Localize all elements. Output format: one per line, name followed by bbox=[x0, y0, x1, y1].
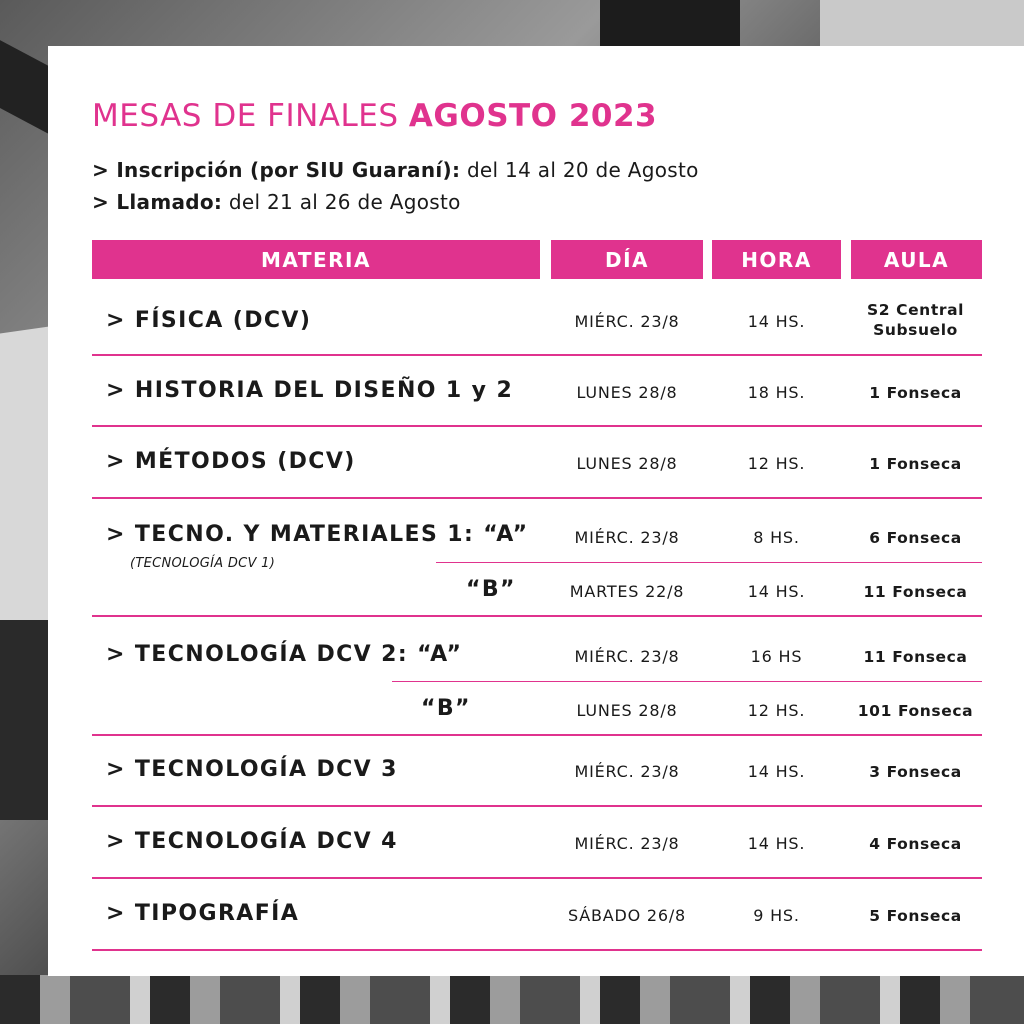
exam-time: 14 HS. bbox=[747, 312, 806, 331]
subject-name: > TIPOGRAFÍA bbox=[106, 901, 300, 926]
exam-room: 5 Fonseca bbox=[869, 907, 962, 925]
exam-day: LUNES 28/8 bbox=[576, 383, 678, 402]
row-divider bbox=[92, 877, 982, 879]
exam-day: MIÉRC. 23/8 bbox=[574, 762, 680, 781]
header-materia: MATERIA bbox=[92, 240, 540, 279]
exam-day: MIÉRC. 23/8 bbox=[574, 834, 680, 853]
sub-row-divider bbox=[392, 681, 982, 682]
exam-day: LUNES 28/8 bbox=[576, 454, 678, 473]
row-divider bbox=[92, 497, 982, 499]
subject-name: > FÍSICA (DCV) bbox=[106, 308, 312, 333]
subject-name: > TECNOLOGÍA DCV 2: “A” bbox=[106, 642, 463, 667]
exam-time: 12 HS. bbox=[747, 701, 806, 720]
subject-name: > TECNO. Y MATERIALES 1: “A” bbox=[106, 522, 529, 547]
header-aula: AULA bbox=[851, 240, 982, 279]
page-title bbox=[92, 98, 657, 134]
exam-day: MARTES 22/8 bbox=[569, 582, 685, 601]
call-info bbox=[92, 190, 461, 214]
row-divider bbox=[92, 734, 982, 736]
row-divider bbox=[92, 615, 982, 617]
room-line-2: Subsuelo bbox=[873, 321, 958, 339]
inscription-dates: del 14 al 20 de Agosto bbox=[466, 158, 699, 182]
subject-name: > TECNOLOGÍA DCV 4 bbox=[106, 829, 398, 854]
exam-room: 11 Fonseca bbox=[863, 583, 968, 601]
subject-name: > TECNOLOGÍA DCV 3 bbox=[106, 757, 398, 782]
exam-time: 14 HS. bbox=[747, 582, 806, 601]
inscription-info bbox=[92, 158, 699, 182]
exam-day: MIÉRC. 23/8 bbox=[574, 647, 680, 666]
call-label: > Llamado: bbox=[92, 190, 223, 214]
schedule-card bbox=[48, 46, 1024, 976]
exam-time: 16 HS bbox=[750, 647, 803, 666]
subject-name: > HISTORIA DEL DISEÑO 1 y 2 bbox=[106, 378, 514, 403]
exam-time: 9 HS. bbox=[753, 906, 800, 925]
row-divider bbox=[92, 425, 982, 427]
exam-time: 8 HS. bbox=[753, 528, 800, 547]
exam-room: 1 Fonseca bbox=[869, 384, 962, 402]
exam-time: 12 HS. bbox=[747, 454, 806, 473]
header-hora: HORA bbox=[712, 240, 841, 279]
exam-room: 6 Fonseca bbox=[869, 529, 962, 547]
exam-room bbox=[838, 300, 993, 340]
exam-time: 14 HS. bbox=[747, 834, 806, 853]
exam-room: 3 Fonseca bbox=[869, 763, 962, 781]
room-line-1: S2 Central bbox=[866, 301, 965, 319]
row-divider bbox=[92, 354, 982, 356]
exam-time: 18 HS. bbox=[747, 383, 806, 402]
subject-subtitle: (TECNOLOGÍA DCV 1) bbox=[130, 556, 276, 571]
header-dia: DÍA bbox=[551, 240, 703, 279]
inscription-label: > Inscripción (por SIU Guaraní): bbox=[92, 158, 461, 182]
exam-day: SÁBADO 26/8 bbox=[567, 906, 687, 925]
exam-day: MIÉRC. 23/8 bbox=[574, 312, 680, 331]
exam-room: 4 Fonseca bbox=[869, 835, 962, 853]
subject-name: > MÉTODOS (DCV) bbox=[106, 449, 356, 474]
title-highlight: AGOSTO 2023 bbox=[408, 98, 658, 134]
exam-room: 1 Fonseca bbox=[869, 455, 962, 473]
exam-time: 14 HS. bbox=[747, 762, 806, 781]
row-divider bbox=[92, 805, 982, 807]
exam-day: MIÉRC. 23/8 bbox=[574, 528, 680, 547]
sub-row-divider bbox=[436, 562, 982, 563]
exam-room: 11 Fonseca bbox=[863, 648, 968, 666]
call-dates: del 21 al 26 de Agosto bbox=[228, 190, 461, 214]
subject-group: “B” bbox=[466, 577, 516, 602]
title-prefix: MESAS DE FINALES bbox=[92, 98, 399, 134]
row-divider bbox=[92, 949, 982, 951]
subject-group: “B” bbox=[421, 696, 471, 721]
exam-day: LUNES 28/8 bbox=[576, 701, 678, 720]
exam-room: 101 Fonseca bbox=[857, 702, 974, 720]
